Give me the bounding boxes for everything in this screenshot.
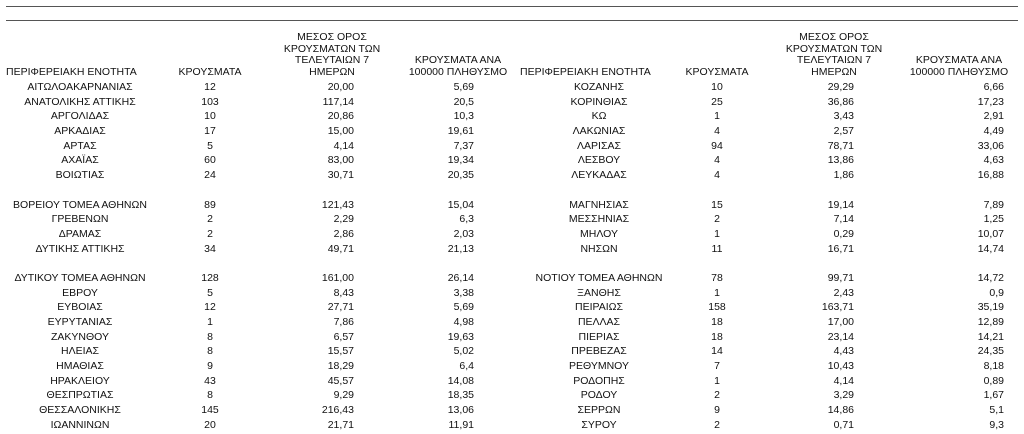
avg7-value: 20,00 <box>327 81 354 93</box>
region-name: ΡΕΘΥΜΝΟΥ <box>568 360 629 373</box>
cases-value: 2 <box>714 213 720 226</box>
header-region: ΠΕΡΙΦΕΡΕΙΑΚΗ ΕΝΟΤΗΤΑ <box>520 65 651 78</box>
per100k-value: 10,3 <box>453 110 474 123</box>
avg7-value: 10,43 <box>827 360 854 373</box>
table-row <box>0 109 512 124</box>
table-row <box>0 242 512 257</box>
avg7-value: 45,57 <box>327 374 354 387</box>
region-name: ΓΡΕΒΕΝΩΝ <box>51 213 109 226</box>
region-name: ΑΧΑΪΑΣ <box>61 154 99 167</box>
cases-value: 2 <box>207 227 213 240</box>
cases-value: 15 <box>711 198 723 211</box>
per100k-value: 1,25 <box>983 213 1004 226</box>
region-name: ΗΛΕΙΑΣ <box>60 345 99 358</box>
avg7-value: 19,14 <box>827 198 854 211</box>
cases-value: 158 <box>708 301 726 314</box>
region-name: ΝΗΣΩΝ <box>580 242 618 255</box>
cases-value: 1 <box>714 286 720 299</box>
table-row <box>0 330 512 345</box>
cases-value: 8 <box>207 330 213 343</box>
per100k-value: 3,38 <box>453 286 474 299</box>
per100k-value: 0,9 <box>989 286 1004 299</box>
per100k-value: 19,34 <box>447 154 474 167</box>
cases-value: 20 <box>204 418 216 431</box>
avg7-value: 9,29 <box>333 389 354 402</box>
table-row <box>0 95 512 110</box>
per100k-value: 19,61 <box>447 125 474 138</box>
cases-value: 8 <box>207 389 213 402</box>
right-table-body <box>512 80 1024 433</box>
region-name: ΑΙΤΩΛΟΑΚΑΡΝΑΝΙΑΣ <box>27 81 133 93</box>
avg7-value: 15,57 <box>327 345 354 358</box>
per100k-value: 2,03 <box>453 227 474 240</box>
region-name: ΠΙΕΡΙΑΣ <box>578 330 620 343</box>
cases-value: 4 <box>714 125 720 138</box>
header-avg7: ΜΕΣΟΣ ΟΡΟΣ ΚΡΟΥΣΜΑΤΩΝ ΤΩΝ ΤΕΛΕΥΤΑΙΩΝ 7 ΗΜΕΡΩΝ <box>785 31 883 78</box>
avg7-value: 163,71 <box>821 301 854 314</box>
region-name: ΞΑΝΘΗΣ <box>577 286 621 299</box>
cases-value: 14 <box>711 345 723 358</box>
region-name: ΛΕΣΒΟΥ <box>577 154 621 167</box>
region-name: ΑΡΚΑΔΙΑΣ <box>54 125 106 138</box>
top-rule <box>6 6 1018 7</box>
cases-value: 5 <box>207 139 213 152</box>
table-row <box>0 80 512 95</box>
table-row <box>0 315 512 330</box>
per100k-value: 6,3 <box>459 213 474 226</box>
table-row <box>0 153 512 168</box>
table-row <box>512 300 1024 315</box>
header-per100k: ΚΡΟΥΣΜΑΤΑ ΑΝΑ 100000 ΠΛΗΘΥΣΜΟ <box>909 54 1009 78</box>
per100k-value: 4,98 <box>453 316 474 328</box>
avg7-value: 161,00 <box>321 271 354 284</box>
table-row <box>512 80 1024 95</box>
table-row <box>512 139 1024 154</box>
avg7-value: 16,71 <box>827 242 854 255</box>
per100k-value: 1,67 <box>983 389 1004 402</box>
cases-value: 2 <box>714 389 720 402</box>
avg7-value: 4,14 <box>333 139 354 152</box>
per100k-value: 14,72 <box>977 271 1004 284</box>
header-cases: ΚΡΟΥΣΜΑΤΑ <box>685 65 749 78</box>
avg7-value: 2,43 <box>833 286 854 299</box>
table-row <box>0 359 512 374</box>
per100k-value: 14,21 <box>977 330 1004 343</box>
table-row <box>512 227 1024 242</box>
per100k-value: 21,13 <box>447 242 474 255</box>
avg7-value: 29,29 <box>827 81 854 93</box>
cases-value: 128 <box>201 271 219 284</box>
cases-value: 12 <box>204 301 216 314</box>
region-name: ΠΕΙΡΑΙΩΣ <box>575 301 623 314</box>
cases-value: 103 <box>201 95 219 108</box>
region-name: ΠΕΛΛΑΣ <box>577 316 621 328</box>
table-row <box>512 242 1024 257</box>
table-row <box>512 330 1024 345</box>
region-name: ΡΟΔΟΥ <box>580 389 618 402</box>
region-name: ΑΡΤΑΣ <box>63 139 97 152</box>
header-per100k: ΚΡΟΥΣΜΑΤΑ ΑΝΑ 100000 ΠΛΗΘΥΣΜΟ <box>408 54 508 78</box>
region-name: ΚΟΡΙΝΘΙΑΣ <box>570 95 628 108</box>
table-row <box>512 198 1024 213</box>
per100k-value: 4,49 <box>983 125 1004 138</box>
per100k-value: 18,35 <box>447 389 474 402</box>
per100k-value: 5,69 <box>453 81 474 93</box>
cases-value: 4 <box>714 154 720 167</box>
per100k-value: 19,63 <box>447 330 474 343</box>
second-rule <box>6 20 1018 21</box>
cases-value: 5 <box>207 286 213 299</box>
region-name: ΖΑΚΥΝΘΟΥ <box>50 330 109 343</box>
per100k-value: 14,74 <box>977 242 1004 255</box>
avg7-value: 0,71 <box>833 418 854 431</box>
table-row <box>0 374 512 389</box>
table-row <box>512 315 1024 330</box>
per100k-value: 20,5 <box>453 95 474 108</box>
region-name: ΜΕΣΣΗΝΙΑΣ <box>568 213 630 226</box>
cases-value: 9 <box>207 360 213 373</box>
cases-value: 10 <box>711 81 723 93</box>
cases-value: 8 <box>207 345 213 358</box>
table-row <box>0 168 512 183</box>
cases-value: 18 <box>711 330 723 343</box>
per100k-value: 9,3 <box>989 418 1004 431</box>
region-name: ΗΜΑΘΙΑΣ <box>56 360 104 373</box>
avg7-value: 17,00 <box>827 316 854 328</box>
region-name: ΣΥΡΟΥ <box>581 418 617 431</box>
per100k-value: 14,08 <box>447 374 474 387</box>
region-name: ΚΟΖΑΝΗΣ <box>574 81 624 93</box>
table-row <box>512 212 1024 227</box>
avg7-value: 2,29 <box>333 213 354 226</box>
avg7-value: 8,43 <box>333 286 354 299</box>
cases-value: 43 <box>204 374 216 387</box>
per100k-value: 5,69 <box>453 301 474 314</box>
group-spacer <box>512 256 1024 271</box>
per100k-value: 6,66 <box>983 81 1004 93</box>
avg7-value: 7,14 <box>833 213 854 226</box>
per100k-value: 26,14 <box>447 271 474 284</box>
cases-value: 18 <box>711 316 723 328</box>
avg7-value: 83,00 <box>327 154 354 167</box>
cases-value: 78 <box>711 271 723 284</box>
cases-value: 2 <box>207 213 213 226</box>
table-row <box>512 109 1024 124</box>
avg7-value: 36,86 <box>827 95 854 108</box>
cases-value: 25 <box>711 95 723 108</box>
region-name: ΗΡΑΚΛΕΙΟΥ <box>50 374 110 387</box>
cases-value: 94 <box>711 139 723 152</box>
table-row <box>0 271 512 286</box>
left-header-row <box>0 31 512 80</box>
region-name: ΙΩΑΝΝΙΝΩΝ <box>50 418 110 431</box>
table-row <box>512 359 1024 374</box>
cases-value: 12 <box>204 81 216 93</box>
avg7-value: 49,71 <box>327 242 354 255</box>
cases-value: 7 <box>714 360 720 373</box>
table-row <box>512 374 1024 389</box>
table-row <box>0 124 512 139</box>
region-name: ΘΕΣΠΡΩΤΙΑΣ <box>46 389 114 402</box>
avg7-value: 20,86 <box>327 110 354 123</box>
avg7-value: 78,71 <box>827 139 854 152</box>
per100k-value: 24,35 <box>977 345 1004 358</box>
left-table <box>0 31 512 433</box>
cases-value: 4 <box>714 169 720 182</box>
cases-value: 17 <box>204 125 216 138</box>
avg7-value: 15,00 <box>327 125 354 138</box>
group-spacer <box>0 183 512 198</box>
per100k-value: 5,1 <box>989 404 1004 417</box>
avg7-value: 3,43 <box>833 110 854 123</box>
cases-value: 1 <box>207 316 213 328</box>
region-name: ΛΑΡΙΣΑΣ <box>577 139 621 152</box>
avg7-value: 4,43 <box>833 345 854 358</box>
header-region: ΠΕΡΙΦΕΡΕΙΑΚΗ ΕΝΟΤΗΤΑ <box>6 65 137 78</box>
cases-value: 10 <box>204 110 216 123</box>
region-name: ΒΟΡΕΙΟΥ ΤΟΜΕΑ ΑΘΗΝΩΝ <box>13 198 147 211</box>
avg7-value: 27,71 <box>327 301 354 314</box>
table-row <box>512 344 1024 359</box>
table-row <box>0 403 512 418</box>
table-row <box>512 153 1024 168</box>
table-row <box>0 286 512 301</box>
per100k-value: 10,07 <box>977 227 1004 240</box>
avg7-value: 0,29 <box>833 227 854 240</box>
per100k-value: 7,89 <box>983 198 1004 211</box>
table-row <box>0 344 512 359</box>
group-spacer <box>512 183 1024 198</box>
per100k-value: 13,06 <box>447 404 474 417</box>
header-avg7: ΜΕΣΟΣ ΟΡΟΣ ΚΡΟΥΣΜΑΤΩΝ ΤΩΝ ΤΕΛΕΥΤΑΙΩΝ 7 ΗΜΕΡΩΝ <box>283 31 381 78</box>
per100k-value: 0,89 <box>983 374 1004 387</box>
avg7-value: 30,71 <box>327 169 354 182</box>
table-row <box>512 388 1024 403</box>
avg7-value: 4,14 <box>833 374 854 387</box>
table-row <box>512 418 1024 433</box>
avg7-value: 6,57 <box>333 330 354 343</box>
per100k-value: 35,19 <box>977 301 1004 314</box>
cases-value: 9 <box>714 404 720 417</box>
per100k-value: 6,4 <box>459 360 474 373</box>
region-name: ΣΕΡΡΩΝ <box>577 404 621 417</box>
table-row <box>512 271 1024 286</box>
table-row <box>0 198 512 213</box>
region-name: ΔΥΤΙΚΗΣ ΑΤΤΙΚΗΣ <box>35 242 125 255</box>
region-name: ΕΥΒΟΙΑΣ <box>57 301 103 314</box>
table-row <box>512 403 1024 418</box>
region-name: ΛΑΚΩΝΙΑΣ <box>572 125 626 138</box>
region-name: ΛΕΥΚΑΔΑΣ <box>571 169 627 182</box>
cases-value: 1 <box>714 110 720 123</box>
per100k-value: 4,63 <box>983 154 1004 167</box>
avg7-value: 23,14 <box>827 330 854 343</box>
cases-value: 89 <box>204 198 216 211</box>
per100k-value: 33,06 <box>977 139 1004 152</box>
per100k-value: 20,35 <box>447 169 474 182</box>
per100k-value: 8,18 <box>983 360 1004 373</box>
region-name: ΔΥΤΙΚΟΥ ΤΟΜΕΑ ΑΘΗΝΩΝ <box>14 271 146 284</box>
table-row <box>0 300 512 315</box>
table-row <box>512 124 1024 139</box>
avg7-value: 13,86 <box>827 154 854 167</box>
table-row <box>0 227 512 242</box>
cases-value: 11 <box>711 242 723 255</box>
per100k-value: 2,91 <box>983 110 1004 123</box>
table-row <box>512 95 1024 110</box>
avg7-value: 216,43 <box>321 404 354 417</box>
right-header-row <box>512 31 1024 80</box>
per100k-value: 11,91 <box>448 418 474 431</box>
per100k-value: 7,37 <box>453 139 474 152</box>
cases-value: 60 <box>204 154 216 167</box>
avg7-value: 3,29 <box>833 389 854 402</box>
cases-value: 24 <box>204 169 216 182</box>
region-name: ΔΡΑΜΑΣ <box>58 227 102 240</box>
avg7-value: 117,14 <box>322 95 354 108</box>
region-name: ΜΑΓΝΗΣΙΑΣ <box>569 198 629 211</box>
per100k-value: 12,89 <box>977 316 1004 328</box>
group-spacer <box>0 256 512 271</box>
cases-value: 1 <box>714 227 720 240</box>
region-name: ΡΟΔΟΠΗΣ <box>573 374 625 387</box>
region-name: ΑΝΑΤΟΛΙΚΗΣ ΑΤΤΙΚΗΣ <box>24 95 136 108</box>
per100k-value: 16,88 <box>977 169 1004 182</box>
table-row <box>512 286 1024 301</box>
left-table-body <box>0 80 512 433</box>
table-row <box>0 388 512 403</box>
avg7-value: 1,86 <box>833 169 854 182</box>
avg7-value: 121,43 <box>321 198 354 211</box>
cases-value: 1 <box>714 374 720 387</box>
region-name: ΘΕΣΣΑΛΟΝΙΚΗΣ <box>39 404 121 417</box>
table-row <box>0 418 512 433</box>
per100k-value: 5,02 <box>453 345 474 358</box>
table-row <box>512 168 1024 183</box>
region-name: ΚΩ <box>591 110 607 123</box>
per100k-value: 17,23 <box>977 95 1004 108</box>
region-name: ΒΟΙΩΤΙΑΣ <box>55 169 105 182</box>
avg7-value: 7,86 <box>333 316 354 328</box>
region-name: ΠΡΕΒΕΖΑΣ <box>571 345 627 358</box>
table-row <box>0 139 512 154</box>
region-name: ΕΥΡΥΤΑΝΙΑΣ <box>47 316 113 328</box>
region-name: ΜΗΛΟΥ <box>580 227 618 240</box>
region-name: ΑΡΓΟΛΙΔΑΣ <box>50 110 110 123</box>
region-name: ΕΒΡΟΥ <box>62 286 98 299</box>
region-name: ΝΟΤΙΟΥ ΤΟΜΕΑ ΑΘΗΝΩΝ <box>535 271 663 284</box>
per100k-value: 15,04 <box>447 198 474 211</box>
cases-value: 145 <box>201 404 219 417</box>
header-cases: ΚΡΟΥΣΜΑΤΑ <box>178 65 242 78</box>
avg7-value: 21,71 <box>327 418 354 431</box>
avg7-value: 2,86 <box>333 227 354 240</box>
table-row <box>0 212 512 227</box>
avg7-value: 2,57 <box>833 125 854 138</box>
avg7-value: 99,71 <box>827 271 854 284</box>
cases-value: 34 <box>204 242 216 255</box>
avg7-value: 18,29 <box>327 360 354 373</box>
avg7-value: 14,86 <box>827 404 854 417</box>
cases-value: 2 <box>714 418 720 431</box>
right-table <box>512 31 1024 433</box>
